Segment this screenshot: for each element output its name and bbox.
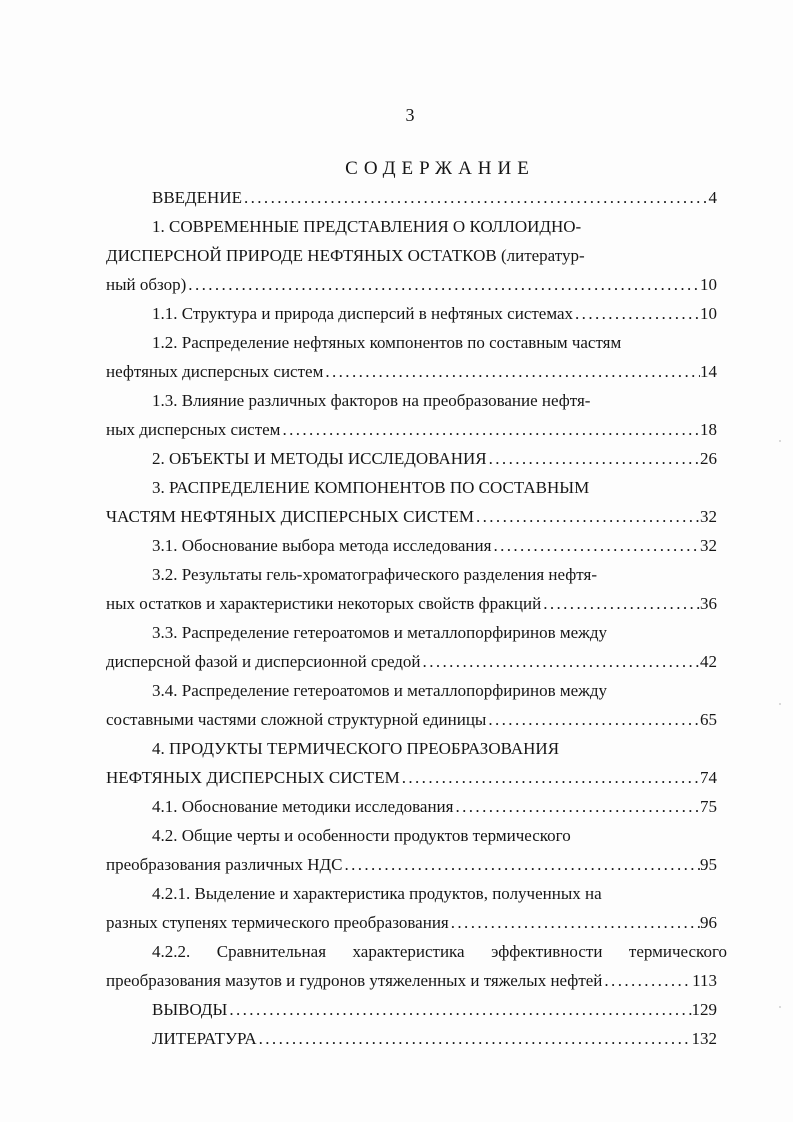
toc-entry-4-1: 4.1. Обоснование методики исследования ..... 75 — [152, 795, 717, 819]
toc-entry-4-2-2-line-1: 4.2.2. Сравнительная характеристика эффективности термического — [152, 942, 727, 961]
toc-entry-1-1: 1.1. Структура и природа дисперсий в нефтяных системах ..... 10 — [152, 302, 717, 326]
toc-title: СОДЕРЖАНИЕ — [345, 158, 535, 179]
toc-entry-4-2-1-line-2: разных ступенях термического преобразования ..... 96 — [106, 911, 717, 935]
toc-entry-1-2-line-2: нефтяных дисперсных систем ..... 14 — [106, 360, 717, 384]
dot-leader — [227, 998, 691, 1022]
scan-speck — [779, 440, 781, 442]
toc-entry-chapter-1-line-1: 1. СОВРЕМЕННЫЕ ПРЕДСТАВЛЕНИЯ О КОЛЛОИДНО- — [152, 217, 582, 236]
dot-leader — [186, 273, 700, 297]
toc-entry-3-2-line-2: ных остатков и характеристики некоторых свойств фракций ..... 36 — [106, 592, 717, 616]
toc-entry-introduction: ВВЕДЕНИЕ ..... 4 — [152, 186, 717, 210]
toc-entry-chapter-4-line-1: 4. ПРОДУКТЫ ТЕРМИЧЕСКОГО ПРЕОБРАЗОВАНИЯ — [152, 739, 560, 758]
toc-entry-3-4-line-2: составными частями сложной структурной единицы ..... 65 — [106, 708, 717, 732]
toc-entry-chapter-3-line-2: ЧАСТЯМ НЕФТЯНЫХ ДИСПЕРСНЫХ СИСТЕМ ..... 32 — [106, 505, 717, 529]
page-number: 3 — [405, 105, 415, 125]
toc-entry-conclusions: ВЫВОДЫ ..... 129 — [152, 998, 717, 1022]
dot-leader — [541, 592, 700, 616]
dot-leader — [449, 911, 700, 935]
toc-entry-1-3-line-2: ных дисперсных систем ..... 18 — [106, 418, 717, 442]
dot-leader — [487, 447, 700, 471]
toc-entry-3-1: 3.1. Обоснование выбора метода исследования ..... 32 — [152, 534, 717, 558]
toc-entry-chapter-4-line-2: НЕФТЯНЫХ ДИСПЕРСНЫХ СИСТЕМ ..... 74 — [106, 766, 717, 790]
dot-leader — [280, 418, 700, 442]
toc-entry-4-2-line-2: преобразования различных НДС ..... 95 — [106, 853, 717, 877]
toc-entry-1-3-line-1: 1.3. Влияние различных факторов на преобразование нефтя- — [152, 391, 591, 410]
scan-speck — [779, 703, 781, 705]
dot-leader — [491, 534, 700, 558]
dot-leader — [602, 969, 692, 993]
dot-leader — [242, 186, 709, 210]
toc-entry-3-3-line-1: 3.3. Распределение гетероатомов и металлопорфиринов между — [152, 623, 608, 642]
toc-entry-chapter-3-line-1: 3. РАСПРЕДЕЛЕНИЕ КОМПОНЕНТОВ ПО СОСТАВНЫМ — [152, 478, 590, 497]
dot-leader — [257, 1027, 692, 1051]
toc-entry-1-2-line-1: 1.2. Распределение нефтяных компонентов по составным частям — [152, 333, 622, 352]
toc-entry-4-2-2-line-2: преобразования мазутов и гудронов утяжеленных и тяжелых нефтей ..... 113 — [106, 969, 717, 993]
scan-speck — [779, 1006, 781, 1008]
toc-entry-3-2-line-1: 3.2. Результаты гель-хроматографического разделения нефтя- — [152, 565, 597, 584]
dot-leader — [573, 302, 700, 326]
dot-leader — [474, 505, 700, 529]
dot-leader — [453, 795, 700, 819]
toc-entry-3-4-line-1: 3.4. Распределение гетероатомов и металлопорфиринов между — [152, 681, 608, 700]
dot-leader — [421, 650, 700, 674]
toc-entry-4-2-line-1: 4.2. Общие черты и особенности продуктов термического — [152, 826, 571, 845]
dot-leader — [323, 360, 700, 384]
dot-leader — [400, 766, 700, 790]
toc-entry-references: ЛИТЕРАТУРА ..... 132 — [152, 1027, 717, 1051]
toc-entry-chapter-1-line-2: ДИСПЕРСНОЙ ПРИРОДЕ НЕФТЯНЫХ ОСТАТКОВ (литератур- — [106, 246, 585, 265]
toc-entry-4-2-1-line-1: 4.2.1. Выделение и характеристика продуктов, полученных на — [152, 884, 602, 903]
toc-entry-3-3-line-2: дисперсной фазой и дисперсионной средой ..... 42 — [106, 650, 717, 674]
dot-leader — [486, 708, 700, 732]
toc-entry-chapter-2: 2. ОБЪЕКТЫ И МЕТОДЫ ИССЛЕДОВАНИЯ ..... 26 — [152, 447, 717, 471]
dot-leader — [342, 853, 700, 877]
toc-entry-chapter-1-line-3: ный обзор) ..... 10 — [106, 273, 717, 297]
